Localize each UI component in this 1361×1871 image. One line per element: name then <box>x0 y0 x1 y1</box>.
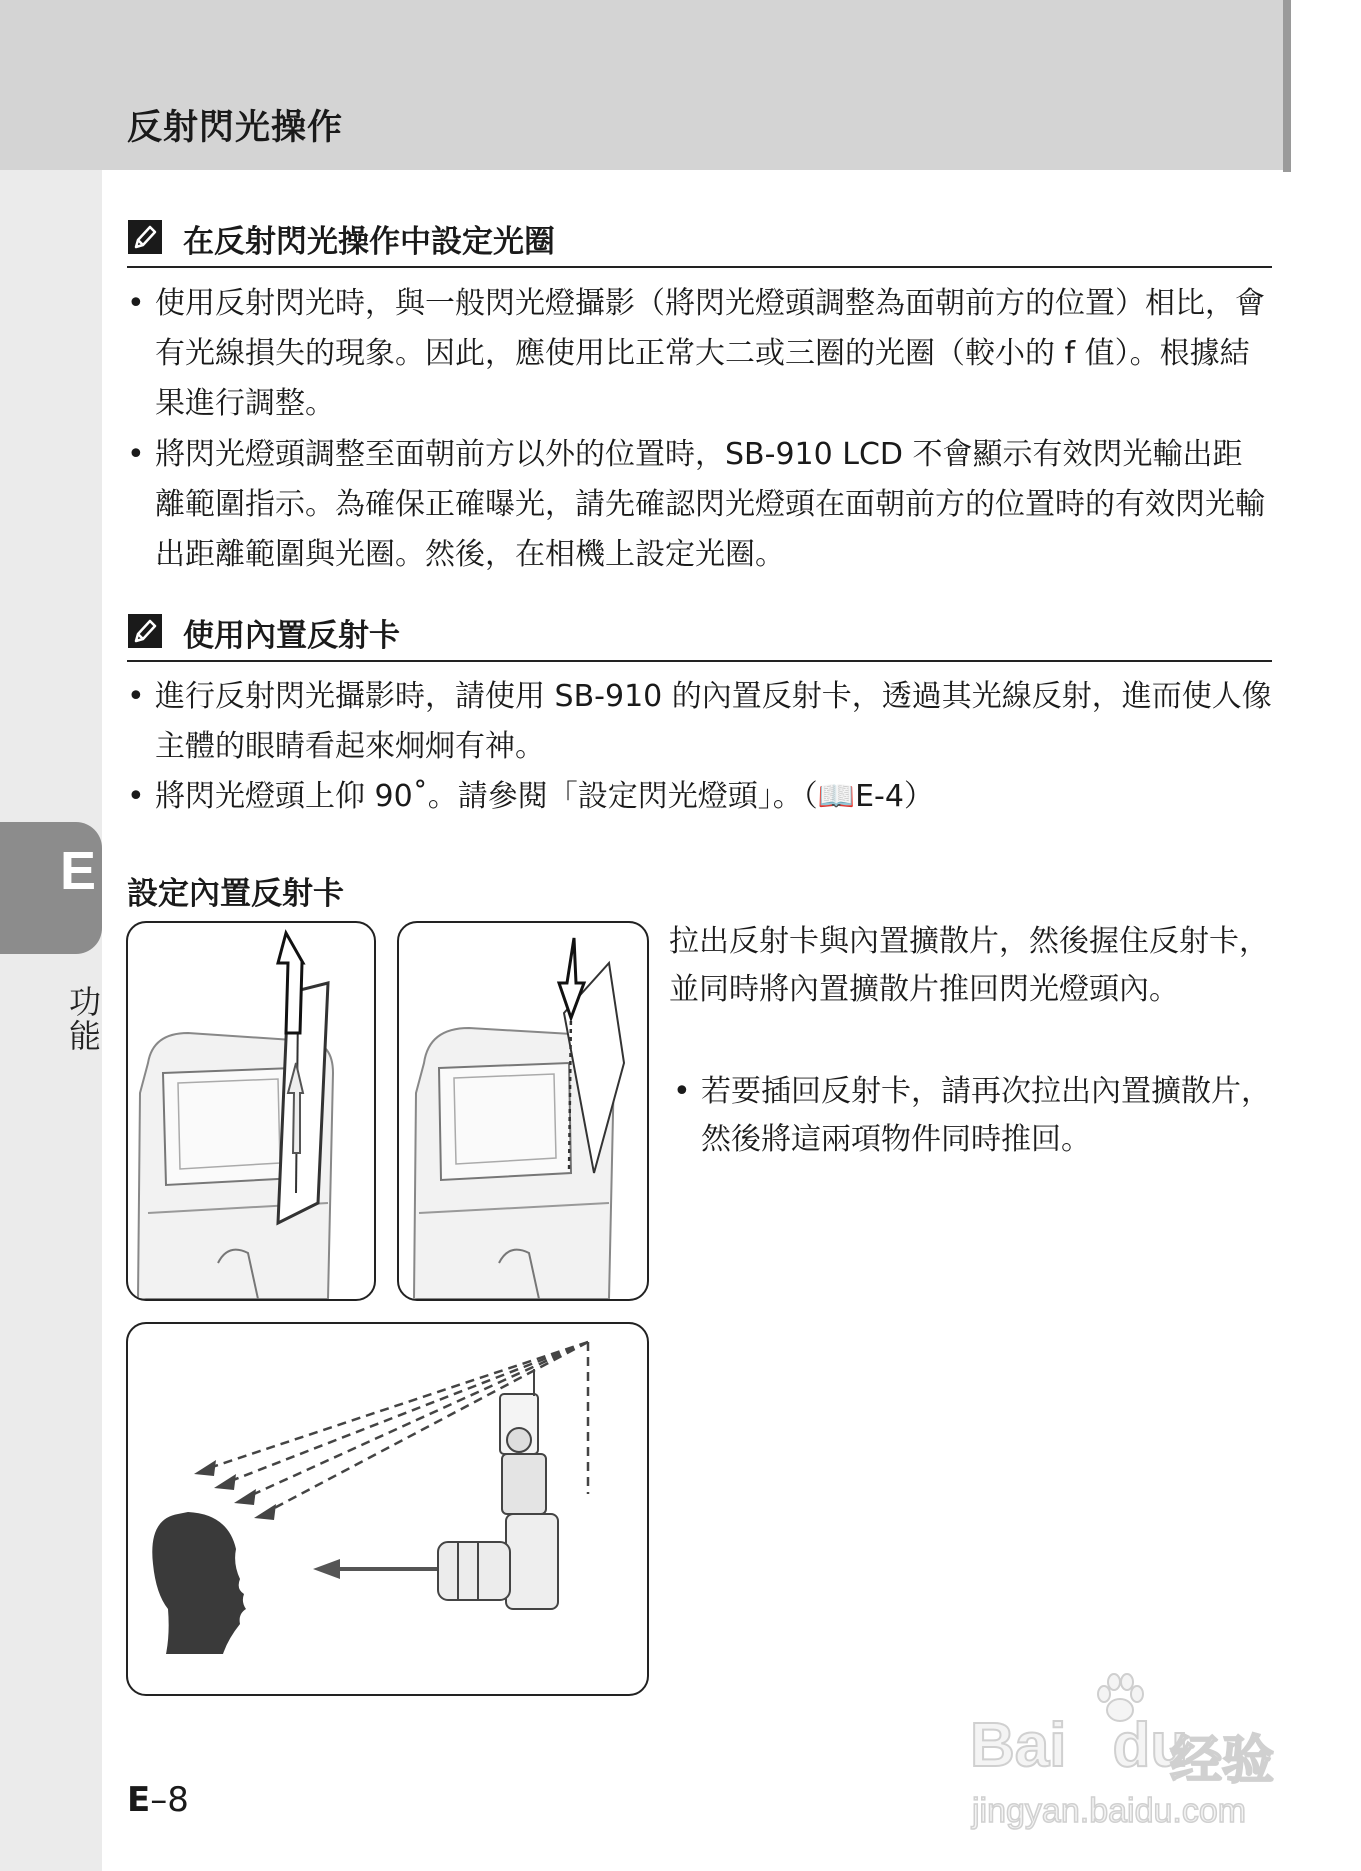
section-title: 在反射閃光操作中設定光圈 <box>183 224 555 260</box>
list-item: • 將閃光燈頭調整至面朝前方以外的位置時，SB-910 LCD 不會顯示有效閃光輸出距離範圍指示。為確保正確曝光，請先確認閃光燈頭在面朝前方的位置時的有效閃光輸出距離範圍與光圈。然後，在相機上設定光圈。 <box>127 430 1272 580</box>
list-item: • 將閃光燈頭上仰 90˚。請參閱「設定閃光燈頭」。（📖E-4） <box>127 772 1272 822</box>
illustration-pull-card <box>126 921 376 1301</box>
page-prefix: E <box>127 1780 151 1820</box>
procedure-note: • 若要插回反射卡，請再次拉出內置擴散片，然後將這兩項物件同時推回。 <box>669 1068 1274 1164</box>
chapter-label: 功能 <box>64 985 102 1053</box>
chapter-letter: E <box>60 841 97 901</box>
procedure-title: 設定內置反射卡 <box>127 876 344 912</box>
watermark-brand-part: du <box>1112 1711 1189 1780</box>
chapter-tab[interactable] <box>0 822 102 954</box>
pencil-note-icon <box>128 220 162 254</box>
section-heading-bounce-card <box>127 608 1272 662</box>
bounce-light-diagram <box>128 1324 647 1694</box>
list-item: • 使用反射閃光時，與一般閃光燈攝影（將閃光燈頭調整為面朝前方的位置）相比，會有光線損失的現象。因此，應使用比正常大二或三圈的光圈（較小的 f 值）。根據結果進行調整。 <box>127 279 1272 429</box>
illustration-push-diffuser <box>397 921 649 1301</box>
flash-head-illustration <box>399 923 647 1299</box>
header-edge <box>1283 0 1291 172</box>
watermark-url: jingyan.baidu.com <box>972 1792 1247 1830</box>
illustration-bounce-diagram <box>126 1322 649 1696</box>
watermark-cn: 经验 <box>1170 1731 1275 1791</box>
page-title: 反射閃光操作 <box>127 108 344 148</box>
page-number <box>127 1780 189 1820</box>
pencil-note-icon <box>128 614 162 648</box>
page-suffix: –8 <box>150 1780 189 1820</box>
list-item: • 進行反射閃光攝影時，請使用 SB-910 的內置反射卡，透過其光線反射，進而使人像主體的眼睛看起來炯炯有神。 <box>127 672 1272 772</box>
watermark <box>970 1660 1290 1850</box>
procedure-description: 拉出反射卡與內置擴散片，然後握住反射卡，並同時將內置擴散片推回閃光燈頭內。 <box>669 924 1269 1007</box>
watermark-brand-part: Bai <box>970 1711 1067 1780</box>
watermark-brand <box>970 1710 1188 1781</box>
section-heading-aperture <box>127 214 1272 268</box>
flash-head-illustration <box>128 923 374 1299</box>
section-title: 使用內置反射卡 <box>183 618 400 654</box>
